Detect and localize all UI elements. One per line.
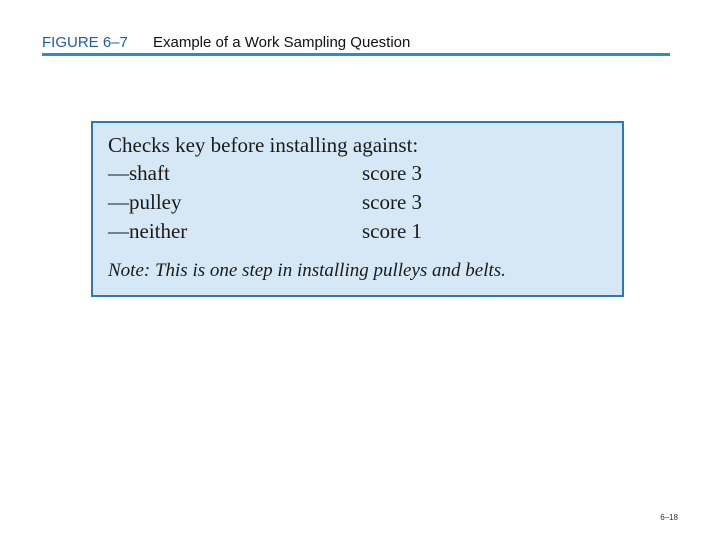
question-heading: Checks key before installing against: [108, 133, 419, 157]
option-label-shaft: —shaft [108, 161, 170, 185]
slide-number: 6–18 [660, 513, 678, 522]
option-score-pulley: score 3 [362, 190, 423, 214]
figure-label: FIGURE 6–7 [42, 34, 128, 51]
question-note: Note: This is one step in installing pulleys and belts. [108, 260, 506, 281]
figure-header [42, 34, 670, 56]
option-score-shaft: score 3 [362, 161, 423, 185]
option-label-pulley: —pulley [108, 190, 182, 214]
option-score-neither: score 1 [362, 219, 423, 243]
question-panel [91, 121, 624, 297]
option-label-neither: —neither [108, 219, 188, 243]
figure-title: Example of a Work Sampling Question [153, 34, 411, 51]
